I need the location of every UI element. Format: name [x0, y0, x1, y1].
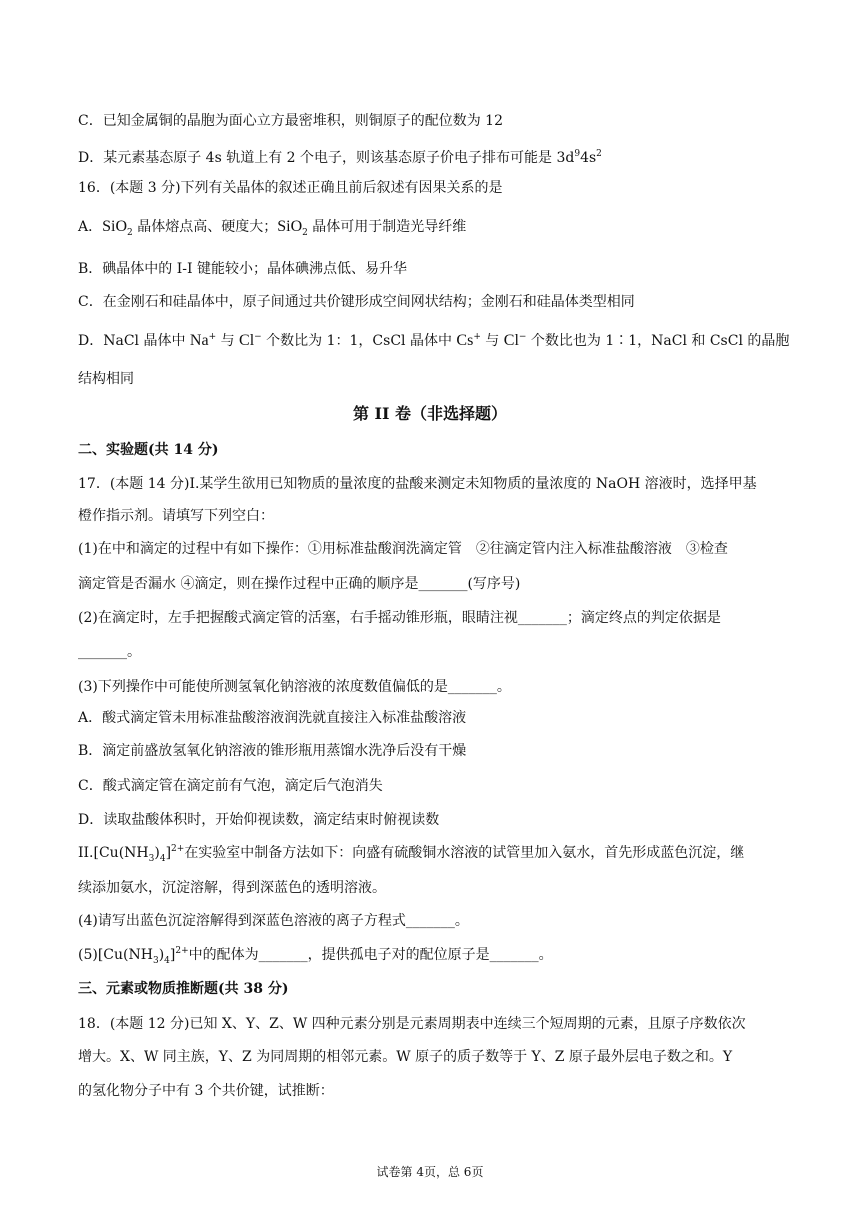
question-16-stem: [78, 178, 503, 198]
question-17-line: [78, 708, 466, 728]
question-17-line: [78, 474, 757, 494]
option-c-copper-coordination: [78, 111, 503, 131]
text: B．滴定前盛放氢氧化钠溶液的锥形瓶用蒸馏水洗净后没有干燥: [78, 743, 467, 759]
question-17-line: [78, 574, 520, 594]
question-17-line: [78, 608, 721, 628]
heading-experiment: 二、实验题(共 14 分): [78, 442, 219, 458]
question-16-option-b: [78, 259, 407, 279]
text: 晶体可用于制造光导纤维: [307, 219, 467, 235]
text: 17．(本题 14 分)I.某学生欲用已知物质的量浓度的盐酸来测定未知物质的量浓度的 NaOH 溶液时，选择甲基: [78, 476, 757, 492]
section-title: 第 II 卷（非选择题）: [352, 404, 508, 423]
text: C．酸式滴定管在滴定前有气泡，滴定后气泡消失: [78, 778, 383, 794]
superscript: 2+: [171, 844, 185, 854]
text: 4s: [580, 150, 597, 166]
text: 续添加氨水，沉淀溶解，得到深蓝色的透明溶液。: [78, 880, 386, 896]
question-17-line: [78, 642, 141, 662]
text: (5)[Cu(NH: [78, 947, 153, 963]
subscript: 2: [127, 228, 133, 238]
formula: Cs: [456, 332, 474, 349]
text: C．已知金属铜的晶胞为面心立方最密堆积，则铜原子的配位数为 12: [78, 113, 503, 129]
question-17-line: [78, 506, 274, 526]
text: 晶体熔点高、硬度大；: [132, 219, 278, 235]
subscript: 4: [164, 956, 170, 966]
text: 结构相同: [78, 371, 134, 387]
text: D．NaCl 晶体中: [78, 333, 190, 349]
text: 的氢化物分子中有 3 个共价键，试推断：: [78, 1083, 334, 1099]
text: D．某元素基态原子 4s 轨道上有 2 个电子，则该基态原子价电子排布可能是 3d: [78, 150, 575, 166]
option-d-electron-config: [78, 148, 602, 170]
text: ): [154, 845, 160, 861]
superscript: 2: [596, 149, 602, 159]
superscript: +: [208, 332, 217, 342]
text: C．在金刚石和硅晶体中，原子间通过共价键形成空间网状结构；金刚石和硅晶体类型相同: [78, 294, 635, 310]
subscript: 2: [302, 228, 308, 238]
text: 16．(本题 3 分)下列有关晶体的叙述正确且前后叙述有因果关系的是: [78, 180, 503, 196]
question-17-part-5: [78, 945, 553, 967]
question-17-line: [78, 878, 386, 898]
question-16-option-d: [78, 331, 789, 353]
superscript: 2+: [175, 946, 189, 956]
text: A．酸式滴定管未用标准盐酸溶液润洗就直接注入标准盐酸溶液: [78, 710, 467, 726]
text: 滴定管是否漏水 ④滴定，则在操作过程中正确的顺序是_______(写序号): [78, 576, 521, 592]
question-17-line: [78, 776, 383, 796]
question-17-line: [78, 677, 511, 697]
page-footer: 试卷第 4页，总 6页: [376, 1165, 484, 1179]
question-18-line: [78, 1081, 334, 1101]
superscript: 9: [574, 149, 581, 159]
text: (2)在滴定时，左手把握酸式滴定管的活塞，右手摇动锥形瓶，眼睛注视_______；滴定终点的判定依据是: [78, 610, 721, 626]
question-18-line: [78, 1014, 746, 1034]
text: 个数比为 1：1，CsCl 晶体中: [261, 333, 457, 349]
text: 橙作指示剂。请填写下列空白：: [78, 508, 274, 524]
text: B．碘晶体中的 I-I 键能较小；晶体碘沸点低、易升华: [78, 261, 407, 277]
text: (3)下列操作中可能使所测氢氧化钠溶液的浓度数值偏低的是_______。: [78, 679, 511, 695]
text: 在实验室中制备方法如下：向盛有硫酸铜水溶液的试管里加入氨水，首先形成蓝色沉淀，继: [184, 845, 745, 861]
question-17-part-ii: [78, 843, 744, 865]
text: ]: [165, 845, 172, 861]
text: 个数比也为 1∶1，NaCl 和 CsCl 的晶胞: [526, 333, 790, 349]
formula: Na: [189, 332, 209, 349]
text: A．: [78, 219, 103, 235]
question-16-option-a: [78, 217, 466, 239]
text: D．读取盐酸体积时，开始仰视读数，滴定结束时俯视读数: [78, 812, 440, 828]
text: (4)请写出蓝色沉淀溶解得到深蓝色溶液的离子方程式_______。: [78, 913, 469, 929]
text: (1)在中和滴定的过程中有如下操作：①用标准盐酸润洗滴定管 ②往滴定管内注入标准盐酸溶液 ③检查: [78, 541, 728, 557]
subscript: 3: [148, 854, 155, 864]
question-17-line: [78, 539, 728, 559]
superscript: +: [473, 332, 481, 342]
text: 18．(本题 12 分)已知 X、Y、Z、W 四种元素分别是元素周期表中连续三个短周期的元素，且原子序数依次: [78, 1016, 746, 1032]
question-17-line: [78, 911, 469, 931]
question-17-line: [78, 810, 439, 830]
formula: SiO: [277, 218, 303, 235]
superscript: −: [518, 332, 527, 342]
subscript: 4: [159, 854, 166, 864]
heading-inference: 三、元素或物质推断题(共 38 分): [78, 981, 289, 997]
formula: Cl: [239, 332, 255, 349]
text: ): [158, 947, 165, 963]
text: 增大。X、W 同主族，Y、Z 为同周期的相邻元素。W 原子的质子数等于 Y、Z 原子最外层电子数之和。Y: [78, 1049, 733, 1065]
text: ]: [169, 947, 176, 963]
subscript: 3: [152, 956, 159, 966]
question-17-line: [78, 741, 466, 761]
formula: Cl: [503, 332, 519, 349]
superscript: −: [254, 332, 262, 342]
text: 中的配体为_______，提供孤电子对的配位原子是_______。: [188, 947, 553, 963]
text: 与: [480, 333, 504, 349]
formula: SiO: [102, 218, 128, 235]
question-16-option-c: [78, 292, 635, 312]
text: 与: [216, 333, 240, 349]
text: II.[Cu(NH: [78, 845, 149, 861]
text: _______。: [78, 644, 141, 660]
question-16-option-d-cont: [78, 369, 134, 389]
question-18-line: [78, 1047, 732, 1067]
